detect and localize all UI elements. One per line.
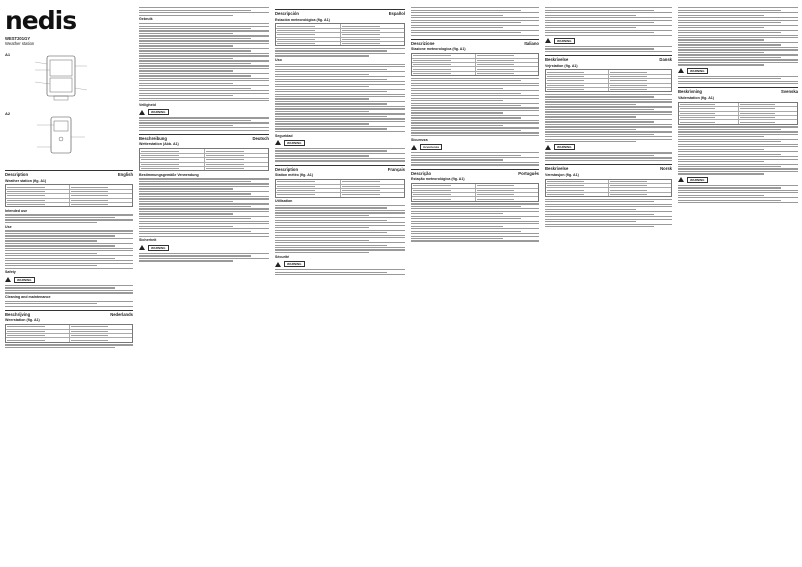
section-italian-heading: Descrizione — [411, 40, 435, 46]
section-danish-heading: Beskrivelse — [545, 57, 569, 63]
section-german-heading: Beschreibung — [139, 135, 167, 141]
dutch-warning — [139, 109, 269, 115]
figure-a2-label: A2 — [5, 111, 11, 116]
norwegian-warning-label: WARNING — [687, 68, 708, 74]
danish-warning-label: WARNING — [554, 144, 575, 150]
section-french — [275, 165, 405, 172]
swedish-warning — [678, 177, 798, 183]
section-english-heading: Description — [5, 172, 29, 177]
dutch-parts-table — [5, 324, 133, 343]
section-italian — [411, 39, 539, 46]
norwegian-parts-table — [545, 179, 672, 198]
spanish-uso: Uso — [275, 58, 282, 63]
warning-triangle-icon — [275, 262, 281, 267]
weather-station-front-illustration — [25, 54, 97, 102]
spanish-subheading: Estación meteorológica (fig. A1) — [275, 17, 330, 22]
section-german-language: Deutsch — [252, 135, 269, 141]
dutch-veiligheid: Veiligheid — [139, 102, 156, 107]
section-italian-language: Italiano — [524, 40, 539, 46]
italian-warning-label: Avvertenza — [420, 144, 442, 150]
french-parts-table — [275, 179, 405, 198]
danish-warning — [545, 144, 672, 150]
warning-triangle-icon — [545, 145, 551, 150]
italian-sicurezza: Sicurezza — [411, 137, 428, 142]
section-norwegian-language: Norsk — [660, 166, 672, 172]
spanish-warning-label: WARNING — [284, 140, 305, 146]
section-norwegian — [545, 164, 672, 171]
english-cleaning: Cleaning and maintenance — [5, 295, 51, 300]
portuguese-subheading: Estação meteorológica (fig. A1) — [411, 177, 465, 182]
swedish-warning-label: WARNING — [687, 177, 708, 183]
section-dutch-language: Nederlands — [110, 311, 133, 317]
section-portuguese-language: Português — [518, 170, 539, 176]
danish-parts-table — [545, 69, 672, 92]
italian-warning — [411, 144, 539, 150]
column-5 — [545, 6, 672, 562]
danish-subheading: Vejrstation (fig. A1) — [545, 63, 578, 68]
german-warning — [139, 245, 269, 251]
swedish-subheading: Väderstation (fig. A1) — [678, 95, 715, 100]
french-warning — [275, 261, 405, 267]
section-spanish-language: Español — [388, 11, 405, 16]
section-spanish — [275, 9, 405, 16]
warning-triangle-icon — [678, 177, 684, 182]
section-swedish — [678, 87, 798, 94]
warning-triangle-icon — [139, 245, 145, 250]
section-danish — [545, 55, 672, 62]
german-warning-label: WARNING — [148, 245, 169, 251]
column-1 — [5, 6, 133, 562]
swedish-parts-table — [678, 102, 798, 125]
dutch-warning-label: WARNING — [148, 109, 169, 115]
norwegian-subheading: Værstasjon (fig. A1) — [545, 172, 579, 177]
section-norwegian-heading: Beskrivelse — [545, 166, 569, 172]
warning-triangle-icon — [275, 140, 281, 145]
spanish-seguridad: Seguridad — [275, 133, 293, 138]
italian-subheading: Stazione meteorologica (fig. A1) — [411, 47, 466, 52]
section-swedish-language: Svenska — [781, 89, 798, 95]
column-4 — [411, 6, 539, 562]
spanish-parts-table — [275, 23, 405, 46]
figure-a1 — [5, 52, 133, 107]
spanish-warning — [275, 140, 405, 146]
norwegian-warning — [678, 68, 798, 74]
section-portuguese — [411, 169, 539, 176]
german-sicherheit: Sicherheit — [139, 238, 157, 243]
section-swedish-heading: Beskrivning — [678, 89, 702, 95]
warning-triangle-icon — [139, 110, 145, 115]
section-dutch — [5, 310, 133, 317]
section-spanish-heading: Descripción — [275, 11, 299, 16]
warning-triangle-icon — [545, 38, 551, 43]
dutch-gebruik: Gebruik — [139, 17, 153, 22]
section-french-heading: Description — [275, 166, 299, 172]
column-6 — [678, 6, 798, 562]
section-german — [139, 134, 269, 141]
french-securite: Sécurité — [275, 254, 290, 259]
english-warning — [5, 277, 133, 283]
french-subheading: Station météo (fig. A1) — [275, 173, 314, 178]
english-subheading: Weather station (fig. A1) — [5, 178, 47, 183]
column-3 — [275, 6, 405, 562]
product-name: Weather station — [5, 41, 35, 46]
weather-station-sensor-illustration — [25, 113, 97, 161]
english-parts-table — [5, 184, 133, 207]
figure-a2 — [5, 111, 133, 166]
french-utilisation: Utilisation — [275, 199, 293, 204]
german-parts-table — [139, 148, 269, 171]
english-safety: Safety — [5, 270, 16, 275]
figure-a1-label: A1 — [5, 52, 11, 57]
section-portuguese-heading: Descrição — [411, 170, 432, 176]
english-intended-use: Intended use — [5, 208, 28, 213]
section-french-language: Français — [387, 166, 405, 172]
portuguese-parts-table — [411, 183, 539, 202]
product-code: WEST201GY — [5, 36, 31, 41]
english-warning-label: WARNING — [14, 277, 35, 283]
column-2 — [139, 6, 269, 562]
german-intended-use: Bestimmungsgemäße Verwendung — [139, 172, 199, 177]
german-subheading: Wetterstation (Abb. A1) — [139, 142, 179, 147]
brand-logo: nedis — [5, 6, 77, 35]
italian-parts-table — [411, 53, 539, 76]
section-english — [5, 170, 133, 177]
section-english-language: English — [117, 172, 133, 177]
dutch-subheading: Weerstation (fig. A1) — [5, 318, 40, 323]
portuguese-warning-label: WARNING — [554, 38, 575, 44]
warning-triangle-icon — [5, 277, 11, 282]
french-warning-label: WARNING — [284, 261, 305, 267]
portuguese-warning — [545, 38, 672, 44]
section-dutch-heading: Beschrijving — [5, 311, 31, 317]
warning-triangle-icon — [411, 145, 417, 150]
english-use: Use — [5, 224, 12, 229]
section-danish-language: Dansk — [659, 57, 672, 63]
warning-triangle-icon — [678, 68, 684, 73]
